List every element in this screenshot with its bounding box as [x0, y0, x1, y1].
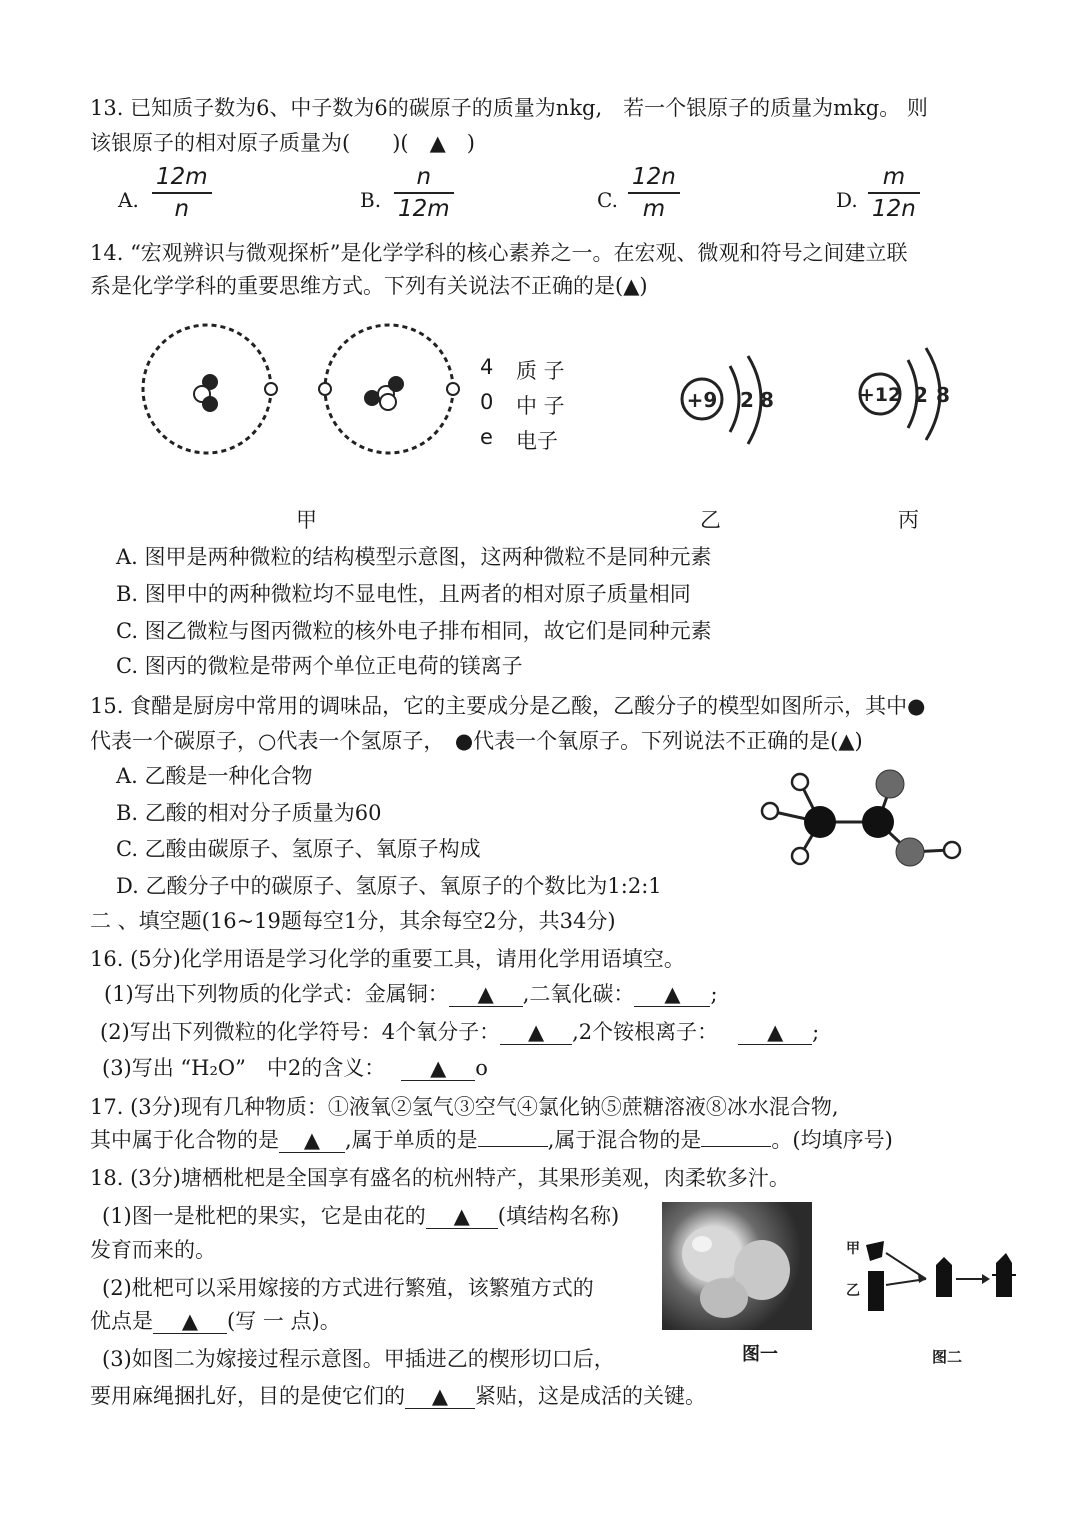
oxygen-atom-icon-1: [876, 770, 904, 798]
q15-option-a: A. 乙酸是一种化合物: [116, 764, 313, 788]
q18-blank-tissue[interactable]: ▲: [405, 1384, 475, 1409]
scion-icon: [866, 1241, 884, 1261]
q16-part2: [100, 1016, 819, 1046]
legend-proton-label: 质 子: [516, 359, 565, 383]
q14-option-a: A. 图甲是两种微粒的结构模型示意图，这两种微粒不是同种元素: [116, 545, 712, 569]
legend-electron-label: 电子: [516, 429, 558, 453]
hydrogen-atom-icon-4: [944, 842, 960, 858]
caption-bing: 丙: [898, 508, 919, 532]
atom-2-neutron-icon-2: [380, 394, 396, 410]
caption-jia: 甲: [296, 508, 317, 532]
q16-part3-text-a: (3)写出 “H₂O” 中2的含义：: [102, 1056, 386, 1080]
q18-part3-line1: (3)如图二为嫁接过程示意图。甲插进乙的楔形切口后，: [102, 1347, 615, 1371]
q18-part1: [102, 1200, 619, 1230]
q16-title: 16. (5分)化学用语是学习化学的重要工具，请用化学用语填空。: [90, 947, 685, 971]
grafting-diagram: [840, 1235, 1030, 1325]
q13-option-d-denominator: 12n: [872, 196, 916, 222]
q13-option-c-letter: C.: [597, 188, 618, 212]
loquat-fruit-3: [700, 1278, 748, 1318]
q18-part2-line2: [90, 1305, 341, 1335]
q14-option-c: C. 图乙微粒与图丙微粒的核外电子排布相同，故它们是同种元素: [116, 619, 712, 643]
q18-part2-line1: (2)枇杷可以采用嫁接的方式进行繁殖，该繁殖方式的: [102, 1276, 594, 1300]
q13-option-c-fraction: [628, 162, 680, 224]
q17-blank-compounds[interactable]: ▲: [279, 1128, 345, 1153]
q16-blank-ammonium-ions[interactable]: ▲: [738, 1020, 812, 1045]
caption-yi: 乙: [700, 508, 721, 532]
q16-part2-text-b: ,2个铵根离子：: [572, 1020, 719, 1044]
figure-one-caption: 图一: [742, 1344, 778, 1365]
q18-part2-text-c: (写 一 点)。: [227, 1309, 341, 1333]
yi-shell-1: [730, 366, 739, 432]
q13-option-d-fraction: [868, 162, 920, 224]
q13-option-a-numerator: 12m: [152, 162, 212, 194]
q16-part1: [104, 978, 718, 1008]
atom-diagram-2: [322, 322, 456, 456]
q13-line2: 该银原子的相对原子质量为( )( ▲ ): [90, 131, 475, 155]
loquat-highlight: [692, 1236, 712, 1252]
q16-part1-text-b: ,二氧化碳：: [522, 982, 635, 1006]
q16-part1-text-c: ;: [710, 982, 718, 1006]
q13-option-b-denominator: 12m: [398, 196, 450, 222]
q15-option-d: D. 乙酸分子中的碳原子、氢原子、氧原子的个数比为1:2:1: [116, 874, 662, 898]
q16-blank-meaning-of-2[interactable]: ▲: [401, 1056, 475, 1081]
loquat-fruits: [662, 1202, 812, 1330]
hydrogen-atom-icon-3: [792, 848, 808, 864]
q18-blank-advantage[interactable]: ▲: [153, 1309, 227, 1334]
bound-top-icon: [996, 1253, 1012, 1263]
q16-part3-text-b: o: [475, 1056, 488, 1080]
yi-nucleus-label: +9: [686, 388, 718, 412]
atom-2-electron-icon-left: [319, 383, 331, 395]
figure-two-caption: 图二: [932, 1348, 963, 1366]
loquat-fruit-1: [682, 1226, 742, 1282]
structure-diagram-yi: [678, 348, 798, 458]
atom-1-electron-icon: [265, 383, 277, 395]
q13-option-a-denominator: n: [174, 196, 190, 222]
q17-text-b: ,属于单质的是: [345, 1128, 478, 1152]
q13-option-a-fraction: [152, 162, 212, 224]
grafting-stock-label: 乙: [846, 1283, 860, 1299]
atom-2-proton-icon-2: [388, 376, 404, 392]
q18-part2-text-b: 优点是: [90, 1309, 153, 1333]
grafted-top-icon: [936, 1257, 952, 1265]
q14-option-b: B. 图甲中的两种微粒均不显电性，且两者的相对原子质量相同: [116, 582, 691, 606]
legend-neutron-symbol: 0: [480, 390, 494, 414]
q15-option-b: B. 乙酸的相对分子质量为60: [116, 801, 382, 825]
legend-electron-symbol: e: [480, 425, 493, 449]
q18-blank-flower-structure[interactable]: ▲: [426, 1204, 498, 1229]
structure-diagram-bing: [856, 342, 976, 452]
q18-part3-text-c: 紧贴，这是成活的关键。: [475, 1384, 706, 1408]
hydrogen-atom-icon-2: [792, 774, 808, 790]
carbon-atom-icon-1: [804, 806, 836, 838]
rootstock-icon: [868, 1271, 884, 1311]
q14-option-d: C. 图丙的微粒是带两个单位正电荷的镁离子: [116, 654, 523, 678]
legend-proton-symbol: 4: [480, 355, 494, 379]
q17-line1: 17. (3分)现有几种物质：①液氧②氢气③空气④氯化钠⑤蔗糖溶液⑧冰水混合物,: [90, 1095, 839, 1119]
arrow-line-1: [886, 1253, 926, 1279]
q17-line2: [90, 1124, 893, 1154]
q16-part2-text-a: (2)写出下列微粒的化学符号：4个氧分子：: [100, 1020, 501, 1044]
q18-part3-text-b: 要用麻绳捆扎好，目的是使它们的: [90, 1384, 405, 1408]
loquat-photo: [662, 1202, 812, 1330]
q17-blank-mixtures[interactable]: [701, 1146, 771, 1147]
q18-part3-line2: [90, 1380, 706, 1410]
atom-diagram-1: [140, 322, 274, 456]
q14-line1: 14. “宏观辨识与微观探析”是化学学科的核心素养之一。在宏观、微观和符号之间建立联: [90, 241, 908, 265]
atom-1-proton-icon-2: [202, 396, 218, 412]
q13-option-d-numerator: m: [868, 162, 920, 194]
q13-option-c-denominator: m: [642, 196, 666, 222]
grafting-scion-label: 甲: [846, 1241, 860, 1257]
q14-line2: 系是化学学科的重要思维方式。下列有关说法不正确的是(▲): [90, 274, 648, 298]
section-two-heading: 二 、填空题(16~19题每空1分，其余每空2分，共34分): [90, 909, 616, 933]
q16-blank-copper[interactable]: ▲: [449, 982, 523, 1007]
q18-line1: 18. (3分)塘栖枇杷是全国享有盛名的杭州特产，其果形美观，肉柔软多汁。: [90, 1166, 790, 1190]
q13-option-b-numerator: n: [394, 162, 454, 194]
bing-shell-2-count: 8: [936, 383, 950, 407]
carbon-atom-icon-2: [862, 806, 894, 838]
q16-part3: [102, 1052, 488, 1082]
oxygen-atom-icon-2: [896, 838, 924, 866]
legend-neutron-label: 中 子: [516, 394, 565, 418]
atom-2-electron-icon-right: [447, 383, 459, 395]
q17-text-d: 。(均填序号): [771, 1128, 893, 1152]
bing-nucleus-label: +12: [858, 384, 902, 406]
q15-option-c: C. 乙酸由碳原子、氢原子、氧原子构成: [116, 837, 481, 861]
yi-shell-1-count: 2: [740, 388, 754, 412]
hydrogen-atom-icon-1: [762, 803, 778, 819]
q17-blank-elements[interactable]: [478, 1146, 548, 1147]
yi-shell-2-count: 8: [760, 388, 774, 412]
q15-line1: 15. 食醋是厨房中常用的调味品，它的主要成分是乙酸，乙酸分子的模型如图所示，其中●: [90, 694, 926, 718]
q13-option-a-letter: A.: [118, 188, 139, 212]
grafted-stem-icon: [936, 1265, 952, 1297]
q18-part1-end: 发育而来的。: [90, 1238, 216, 1262]
bound-stem-icon: [996, 1263, 1012, 1297]
q15-line2: 代表一个碳原子，○代表一个氢原子， ●代表一个氧原子。下列说法不正确的是(▲): [90, 729, 863, 753]
q17-text-c: ,属于混合物的是: [547, 1128, 702, 1152]
q17-text-a: 其中属于化合物的是: [90, 1128, 279, 1152]
q16-part2-text-c: ;: [812, 1020, 820, 1044]
q16-blank-oxygen-molecules[interactable]: ▲: [500, 1020, 572, 1045]
bing-shell-1-count: 2: [914, 383, 928, 407]
q13-option-c-numerator: 12n: [628, 162, 680, 194]
q16-part1-text-a: (1)写出下列物质的化学式：金属铜：: [104, 982, 449, 1006]
q18-part1-text-a: (1)图一是枇杷的果实，它是由花的: [102, 1204, 426, 1228]
q16-blank-co2[interactable]: ▲: [634, 982, 710, 1007]
q13-option-d-letter: D.: [836, 188, 858, 212]
acetic-acid-molecule: [752, 766, 967, 876]
q18-part1-text-b: (填结构名称): [497, 1204, 620, 1228]
q13-line1: 13. 已知质子数为6、中子数为6的碳原子的质量为nkg, 若一个银原子的质量为mkg。 则: [90, 96, 928, 120]
arrow-head-2: [982, 1274, 990, 1284]
q13-option-b-fraction: [394, 162, 454, 224]
q13-option-b-letter: B.: [360, 188, 382, 212]
